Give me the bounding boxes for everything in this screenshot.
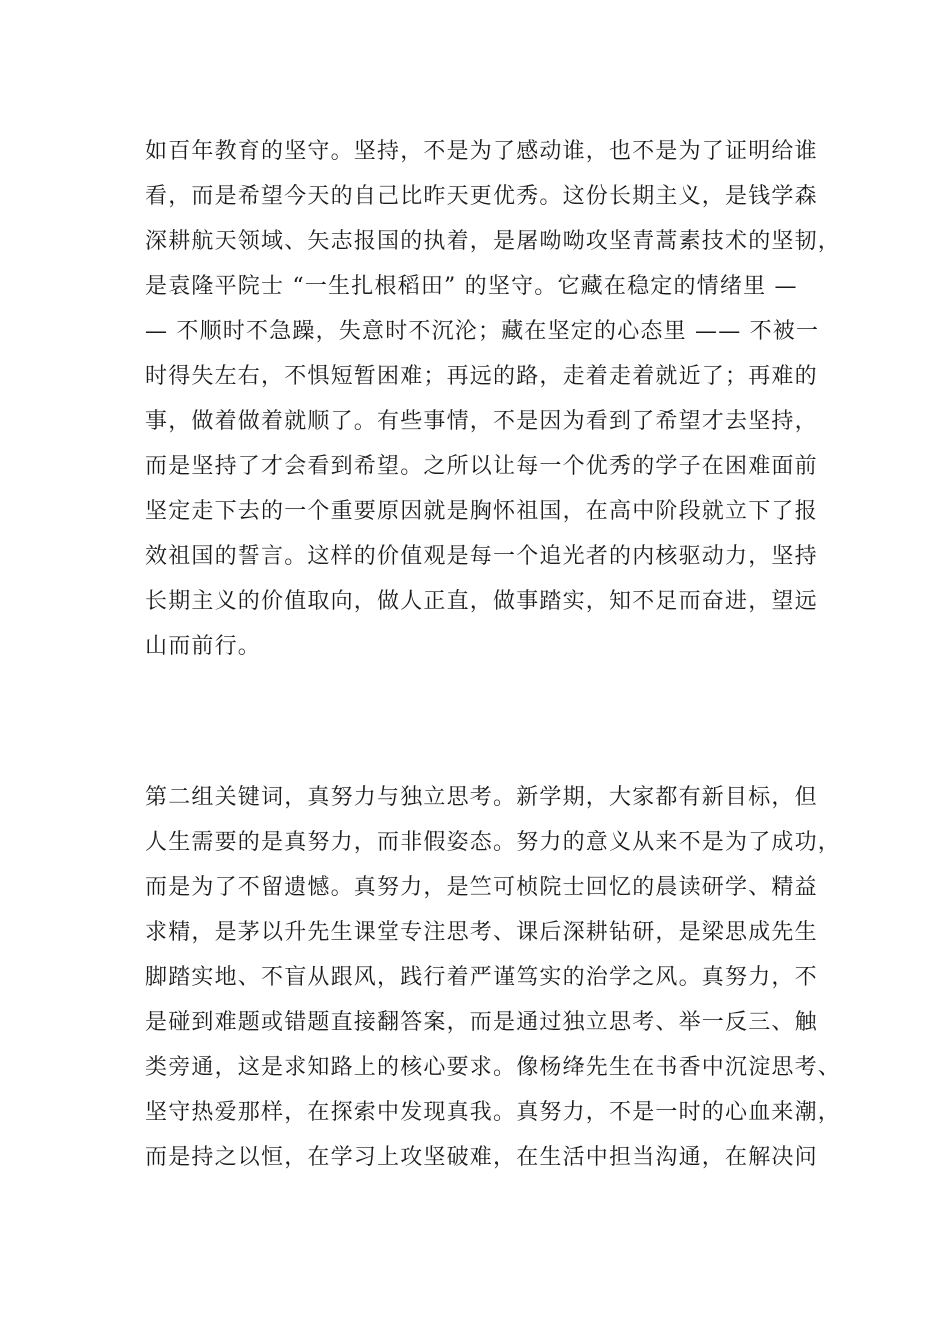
text-line: 坚定走下去的一个重要原因就是胸怀祖国，在高中阶段就立下了报	[145, 499, 818, 524]
text-line: 深耕航天领域、矢志报国的执着，是屠呦呦攻坚青蒿素技术的坚韧，	[145, 229, 842, 254]
text-line: 脚踏实地、不盲从跟风，践行着严谨笃实的治学之风。真努力，不	[145, 965, 818, 990]
text-line: 而是持之以恒，在学习上攻坚破难，在生活中担当沟通，在解决问	[145, 1145, 818, 1170]
text-line: 坚守热爱那样，在探索中发现真我。真努力，不是一时的心血来潮，	[145, 1100, 842, 1125]
text-line: 山而前行。	[145, 634, 262, 659]
text-line: 类旁通，这是求知路上的核心要求。像杨绛先生在书香中沉淀思考、	[145, 1055, 842, 1080]
text-line: 第二组关键词，真努力与独立思考。新学期，大家都有新目标，但	[145, 785, 818, 810]
text-line: 是碰到难题或错题直接翻答案，而是通过独立思考、举一反三、触	[145, 1010, 818, 1035]
text-line: 求精，是茅以升先生课堂专注思考、课后深耕钻研，是梁思成先生	[145, 920, 818, 945]
text-line: 事，做着做着就顺了。有些事情，不是因为看到了希望才去坚持，	[145, 409, 818, 434]
text-line: 看，而是希望今天的自己比昨天更优秀。这份长期主义，是钱学森	[145, 184, 818, 209]
text-line: 长期主义的价值取向，做人正直，做事踏实，知不足而奋进，望远	[145, 589, 818, 614]
text-line: — 不顺时不急躁，失意时不沉沦；藏在坚定的心态里 —— 不被一	[145, 319, 820, 344]
text-line: 效祖国的誓言。这样的价值观是每一个追光者的内核驱动力，坚持	[145, 544, 818, 569]
text-line: 是袁隆平院士 “一生扎根稻田” 的坚守。它藏在稳定的情绪里 —	[145, 274, 798, 299]
text-line: 人生需要的是真努力，而非假姿态。努力的意义从来不是为了成功，	[145, 830, 842, 855]
text-line: 时得失左右，不惧短暂困难；再远的路，走着走着就近了；再难的	[145, 364, 818, 389]
text-line: 如百年教育的坚守。坚持，不是为了感动谁，也不是为了证明给谁	[145, 139, 818, 164]
text-line: 而是为了不留遗憾。真努力，是竺可桢院士回忆的晨读研学、精益	[145, 875, 818, 900]
text-line: 而是坚持了才会看到希望。之所以让每一个优秀的学子在困难面前	[145, 454, 818, 479]
